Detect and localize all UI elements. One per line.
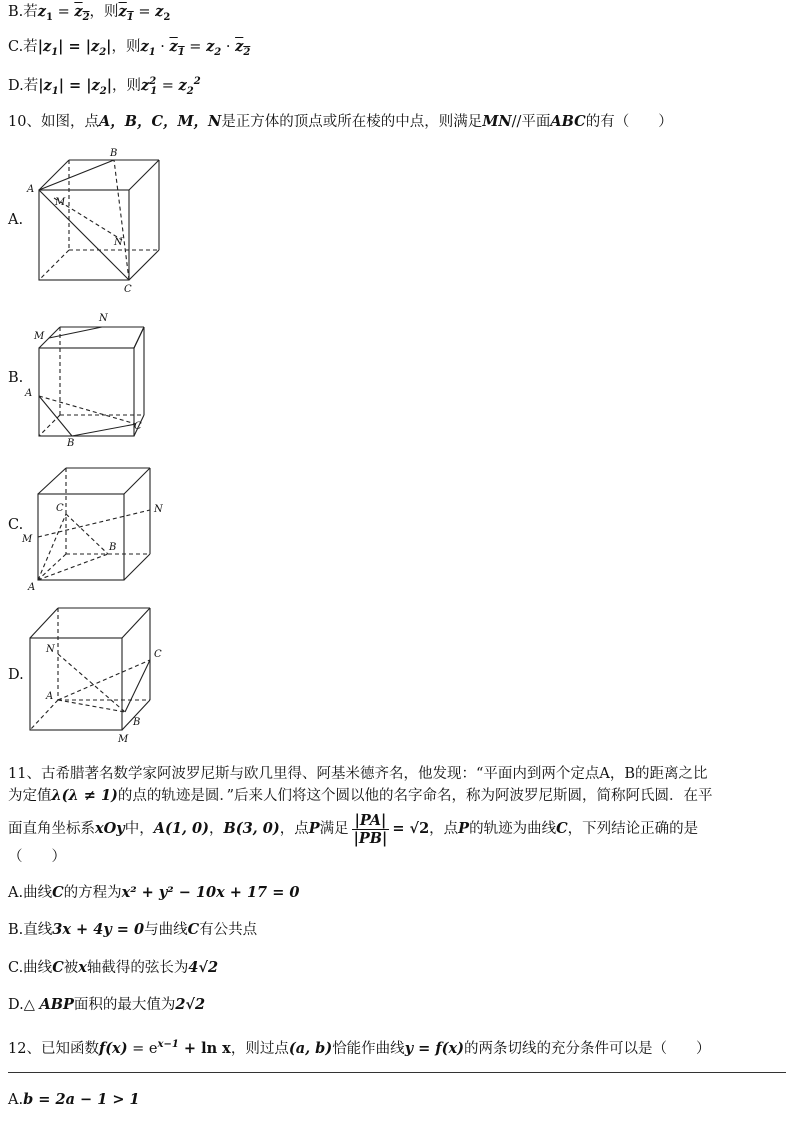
point-c-label: C [134, 421, 142, 432]
point-c-label: C [56, 503, 64, 514]
point-a-label: A [27, 184, 35, 195]
q11-option-c: C.曲线C被x轴截得的弦长为4√2 [8, 959, 219, 976]
ratio-fraction: $\frac{|PA|}{|PB|}$ [353, 811, 388, 847]
point-a-label: A [46, 691, 54, 702]
point-n-label: N [154, 504, 163, 515]
point-m-label: M [55, 197, 66, 208]
point-b-label: B [67, 438, 75, 449]
conjugate-z2: $z_2$ [74, 3, 90, 23]
point-a-label: A [28, 582, 36, 593]
q9-option-d: D.若$|z_1| = |z_2|$，则$z^2_1 = z_2^2$ [8, 76, 201, 97]
q11-stem-line-3: 面直角坐标系xOy中，A(1, 0)，B(3, 0)，点P满足 $\frac{|PA|}{|PB|}$ = √2，点P的轨迹为曲线C，下列结论正确的是 [8, 811, 699, 847]
q11-answer-blank: （ ） [8, 849, 66, 865]
q11-stem-line-2: 为定值λ(λ ≠ 1)的点的轨迹是圆．”后来人们将这个圆以他的名字命名，称为阿波罗尼斯圆，简称阿氏圆．在平 [8, 787, 713, 804]
q10-option-d-label: D. [8, 667, 24, 683]
q11-option-b: B.直线3x + 4y = 0与曲线C有公共点 [8, 921, 258, 938]
q11-option-a: A.曲线C的方程为x² + y² − 10x + 17 = 0 [8, 884, 300, 901]
q11-option-d: D.△ ABP面积的最大值为2√2 [8, 996, 206, 1013]
q10-option-b-label: B. [8, 370, 24, 386]
cube-figure-d [20, 604, 180, 746]
q12-option-a: A.b = 2a − 1 > 1 [8, 1091, 140, 1108]
point-n-label: N [114, 237, 123, 248]
point-c-label: C [124, 284, 132, 295]
page-divider [8, 1072, 786, 1073]
point-n-label: N [46, 644, 55, 655]
point-b-label: B [110, 148, 118, 159]
point-c-label: C [154, 649, 162, 660]
point-m-label: M [34, 331, 45, 342]
q9-option-c: C.若$|z_1| = |z_2|$，则$z_1 \cdot z_1 = z_2 \cdot z_2$ [8, 38, 251, 58]
q10-stem: 10、如图，点A，B，C，M，N是正方体的顶点或所在棱的中点，则满足MN//平面ABC的有（ ） [8, 113, 673, 130]
point-a-label: A [25, 388, 33, 399]
q10-option-a-label: A. [8, 212, 24, 228]
point-n-label: N [99, 313, 108, 324]
point-m-label: M [22, 534, 33, 545]
point-m-label: M [118, 734, 129, 745]
q9-option-b: B.若$z_1 = z_2$，则$z_1 = z_2$ [8, 3, 171, 23]
q12-stem: 12、已知函数$f(x) = e^{x-1} + \ln x$，则过点(a, b)恰能作曲线y = f(x)的两条切线的充分条件可以是（ ） [8, 1039, 711, 1057]
q11-stem-line-1: 11、古希腊著名数学家阿波罗尼斯与欧几里得、阿基米德齐名，他发现：“平面内到两个定点A，B的距离之比 [8, 766, 708, 782]
point-b-label: B [109, 542, 117, 553]
point-b-label: B [133, 717, 141, 728]
cube-figure-b [24, 308, 174, 450]
cube-figure-c [20, 462, 170, 596]
cube-figure-a [24, 144, 174, 296]
conjugate-z1: $z_1$ [118, 3, 134, 23]
q10-option-c-label: C. [8, 517, 24, 533]
